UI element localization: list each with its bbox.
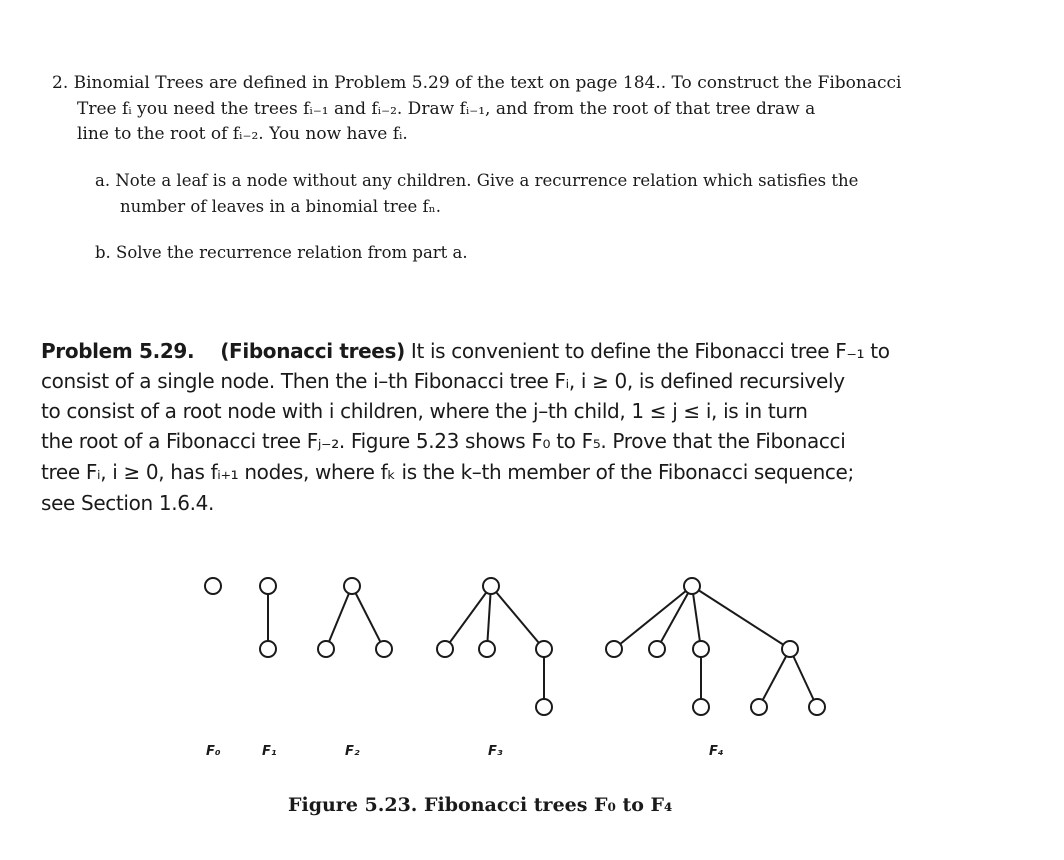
tree-edge [657, 586, 692, 649]
part-a-line-2: number of leaves in a binomial tree fₙ. [120, 197, 442, 216]
label-f2: F₂ [345, 744, 360, 759]
problem-5-29-line-5: tree Fᵢ, i ≥ 0, has fᵢ₊₁ nodes, where fₖ is the k–th member of the Fibonacci sequence; [41, 460, 854, 484]
label-f0: F₀ [206, 744, 221, 759]
problem-2-line-2: Tree fᵢ you need the trees fᵢ₋₁ and fᵢ₋₂. Draw fᵢ₋₁, and from the root of that tree draw a [77, 99, 816, 119]
label-f4: F₄ [709, 744, 724, 759]
tree-node [782, 641, 798, 657]
tree-node [693, 699, 709, 715]
tree-node [536, 699, 552, 715]
problem-5-29-line-2: consist of a single node. Then the i–th Fibonacci tree Fᵢ, i ≥ 0, is defined recursively [41, 369, 845, 393]
tree-node [693, 641, 709, 657]
tree-node [437, 641, 453, 657]
problem-title: (Fibonacci trees) [220, 339, 405, 363]
tree-edge [326, 586, 352, 649]
tree-node [606, 641, 622, 657]
tree-edge [487, 586, 491, 649]
tree-node [260, 641, 276, 657]
tree-f4 [606, 578, 825, 715]
tree-f0 [205, 578, 221, 594]
tree-node [809, 699, 825, 715]
part-b: b. Solve the recurrence relation from part a. [95, 243, 468, 262]
problem-label: Problem 5.29. [41, 339, 195, 363]
tree-node [649, 641, 665, 657]
part-a-line-1: a. Note a leaf is a node without any children. Give a recurrence relation which satisfies the [95, 171, 859, 190]
tree-node [751, 699, 767, 715]
tree-node [376, 641, 392, 657]
tree-f1 [260, 578, 276, 657]
tree-node [483, 578, 499, 594]
tree-f3 [437, 578, 552, 715]
figure-caption: Figure 5.23. Fibonacci trees F₀ to F₄ [288, 794, 673, 816]
tree-node [684, 578, 700, 594]
tree-node [260, 578, 276, 594]
problem-5-29-line-3: to consist of a root node with i children, where the j–th child, 1 ≤ j ≤ i, is in turn [41, 399, 808, 423]
tree-edge [759, 649, 790, 707]
tree-edge [445, 586, 491, 649]
tree-edge [692, 586, 790, 649]
tree-node [205, 578, 221, 594]
problem-text-1: It is convenient to define the Fibonacci tree F₋₁ to [410, 339, 890, 363]
problem-5-29-line-4: the root of a Fibonacci tree Fⱼ₋₂. Figure 5.23 shows F₀ to F₅. Prove that the Fibonacci [41, 429, 846, 453]
problem-2-line-3: line to the root of fᵢ₋₂. You now have fᵢ. [77, 124, 408, 144]
tree-node [536, 641, 552, 657]
problem-2-line-1: 2. Binomial Trees are defined in Problem 5.29 of the text on page 184.. To construct the Fibonacci [52, 73, 902, 93]
tree-f2 [318, 578, 392, 657]
tree-node [344, 578, 360, 594]
tree-edge [352, 586, 384, 649]
tree-edge [692, 586, 701, 649]
tree-node [479, 641, 495, 657]
tree-edge [790, 649, 817, 707]
label-f1: F₁ [262, 744, 277, 759]
tree-edge [491, 586, 544, 649]
label-f3: F₃ [488, 744, 503, 759]
problem-5-29-line-6: see Section 1.6.4. [41, 491, 214, 515]
tree-node [318, 641, 334, 657]
tree-edge [614, 586, 692, 649]
